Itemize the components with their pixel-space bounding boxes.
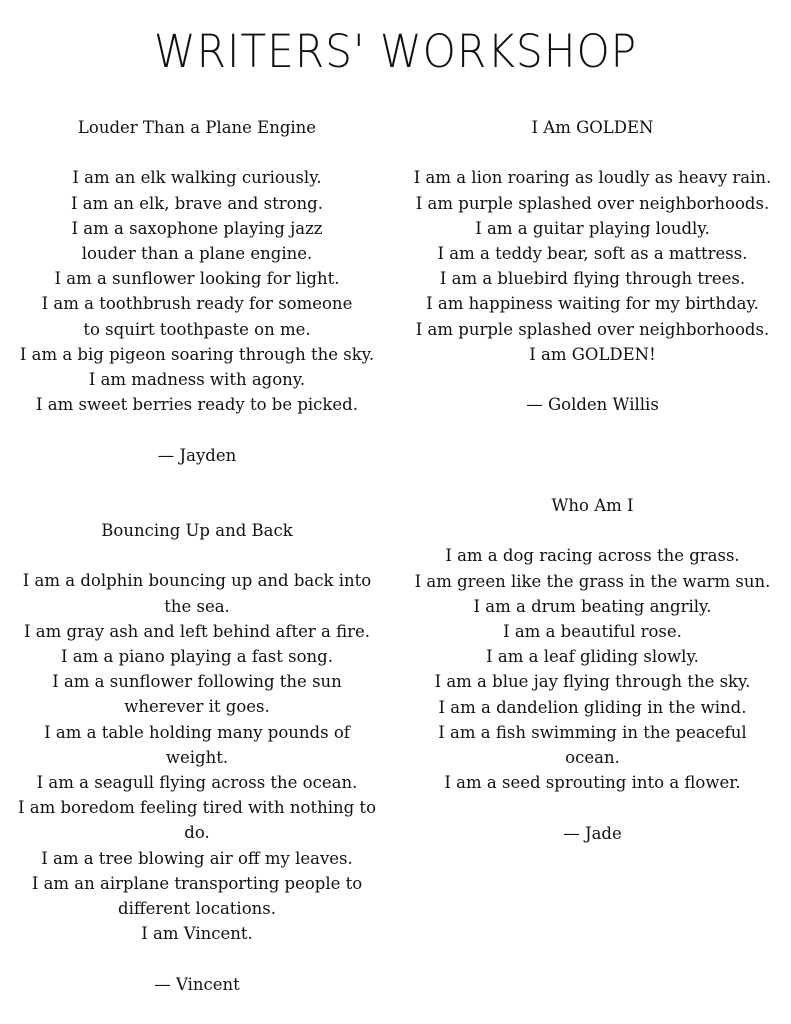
- poem-line: I am gray ash and left behind after a fire.: [24, 621, 370, 641]
- poem-body: [0, 568, 394, 946]
- poem-line: the sea.: [164, 596, 230, 616]
- poem-line: I am a saxophone playing jazz: [71, 218, 323, 238]
- poem-line: I am purple splashed over neighborhoods.: [415, 193, 770, 213]
- poem-line: wherever it goes.: [124, 697, 270, 717]
- poem-line: I am sweet berries ready to be picked.: [36, 395, 358, 415]
- poem-line: I am Vincent.: [141, 924, 253, 944]
- poem-author: — Jade: [563, 823, 622, 843]
- poem-line: I am a fish swimming in the peaceful: [438, 722, 747, 742]
- poem-body: [394, 543, 791, 795]
- poem-line: I am a table holding many pounds of: [44, 722, 350, 742]
- poem-line: weight.: [165, 747, 229, 767]
- poem-line: I am a beautiful rose.: [503, 622, 682, 641]
- poem-line: I am madness with agony.: [88, 370, 306, 390]
- poem-line: I am happiness waiting for my birthday.: [426, 294, 759, 314]
- poem-i-am-golden: [394, 115, 791, 417]
- poem-line: I am a teddy bear, soft as a mattress.: [437, 244, 748, 263]
- poem-line: different locations.: [118, 899, 276, 919]
- poem-line: I am a dolphin bouncing up and back into: [22, 571, 372, 591]
- poem-author: — Golden Willis: [526, 395, 659, 415]
- poem-line: louder than a plane engine.: [81, 244, 313, 263]
- poem-title: Bouncing Up and Back: [101, 521, 293, 540]
- page-title: WRITERS' WORKSHOP: [153, 25, 638, 78]
- poem-title: Who Am I: [551, 496, 634, 515]
- poem-body: [0, 165, 394, 417]
- poem-line: I am purple splashed over neighborhoods.: [415, 319, 770, 339]
- poem-line: I am a piano playing a fast song.: [61, 647, 333, 666]
- poem-line: I am boredom feeling tired with nothing to: [17, 798, 376, 818]
- poem-author: — Jayden: [157, 445, 237, 465]
- poem-line: I am a seagull flying across the ocean.: [36, 773, 358, 793]
- poem-line: I am a tree blowing air off my leaves.: [41, 848, 353, 868]
- poem-line: I am an elk walking curiously.: [72, 168, 322, 188]
- poem-line: I am a big pigeon soaring through the sky.: [19, 344, 375, 364]
- poem-bouncing-up-and-back: [0, 518, 394, 997]
- poem-author: — Vincent: [154, 974, 240, 994]
- poem-line: I am an airplane transporting people to: [31, 873, 363, 893]
- poem-line: I am a bluebird flying through trees.: [439, 269, 746, 289]
- poem-louder-than-a-plane-engine: [0, 115, 394, 468]
- poem-line: I am a dandelion gliding in the wind.: [438, 697, 747, 717]
- poem-line: ocean.: [565, 748, 620, 768]
- poem-title: I Am GOLDEN: [531, 118, 654, 137]
- poem-line: I am GOLDEN!: [529, 344, 656, 364]
- poem-line: I am a seed sprouting into a flower.: [444, 773, 741, 793]
- poem-line: I am a leaf gliding slowly.: [486, 647, 699, 667]
- poem-line: I am a blue jay flying through the sky.: [434, 672, 751, 692]
- poem-title: Louder Than a Plane Engine: [77, 118, 317, 137]
- poem-line: to squirt toothpaste on me.: [83, 319, 311, 339]
- poem-who-am-i: [394, 493, 791, 846]
- poem-line: I am a sunflower following the sun: [52, 672, 342, 692]
- poem-line: I am green like the grass in the warm sun.: [414, 571, 771, 591]
- poem-line: I am a dog racing across the grass.: [445, 546, 740, 566]
- poem-line: I am an elk, brave and strong.: [71, 193, 323, 213]
- poem-line: do.: [184, 823, 210, 843]
- poem-body: [394, 165, 791, 367]
- poem-line: I am a toothbrush ready for someone: [41, 294, 353, 314]
- poem-line: I am a drum beating angrily.: [473, 596, 712, 616]
- poem-line: I am a lion roaring as loudly as heavy rain.: [413, 168, 772, 188]
- poem-line: I am a sunflower looking for light.: [54, 269, 340, 289]
- poem-line: I am a guitar playing loudly.: [475, 218, 710, 238]
